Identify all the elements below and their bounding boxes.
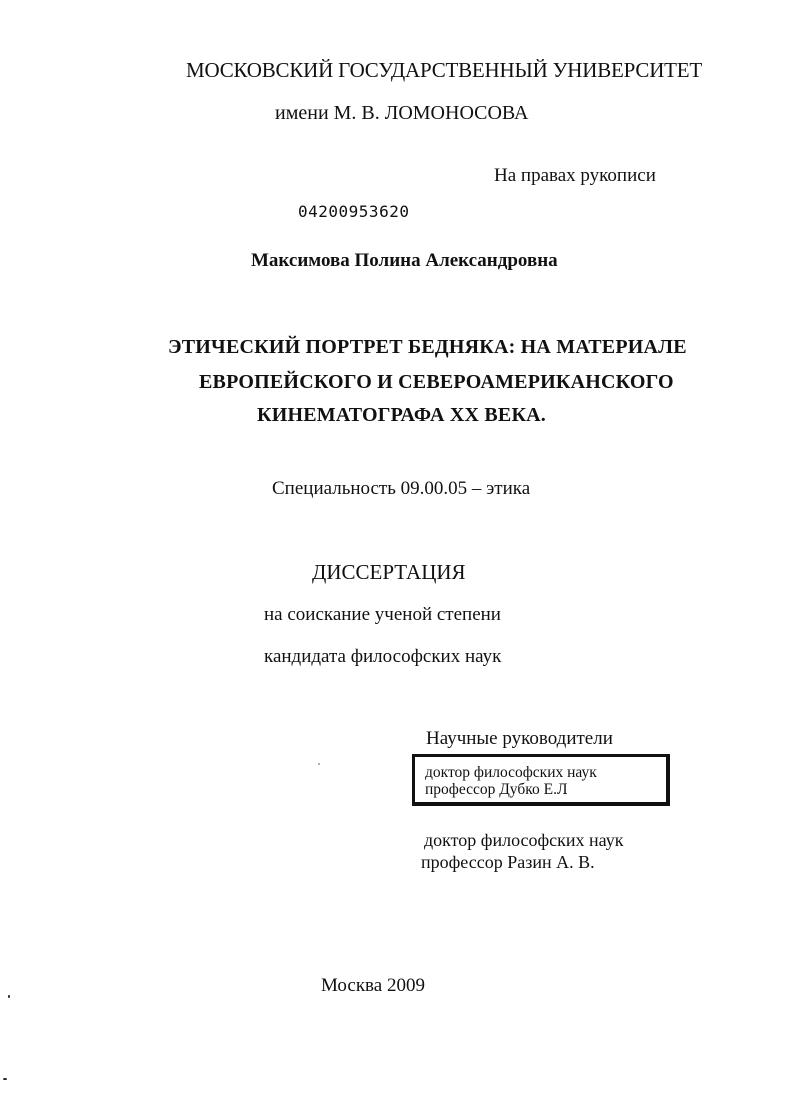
author-name: Максимова Полина Александровна: [251, 250, 558, 271]
dissertation-title-line-1: ЭТИЧЕСКИЙ ПОРТРЕТ БЕДНЯКА: НА МАТЕРИАЛЕ: [168, 336, 687, 358]
manuscript-rights-label: На правах рукописи: [494, 165, 656, 186]
dissertation-title-line-2: ЕВРОПЕЙСКОГО И СЕВЕРОАМЕРИКАНСКОГО: [199, 371, 674, 393]
university-name: МОСКОВСКИЙ ГОСУДАРСТВЕННЫЙ УНИВЕРСИТЕТ: [186, 58, 703, 82]
first-advisor-box: [412, 754, 670, 806]
advisors-heading: Научные руководители: [426, 728, 613, 749]
scan-speck: [8, 995, 10, 998]
second-advisor-degree: доктор философских наук: [424, 830, 624, 850]
dissertation-label: ДИССЕРТАЦИЯ: [312, 560, 466, 584]
city-and-year: Москва 2009: [321, 975, 425, 996]
scan-speck: [3, 1078, 7, 1080]
degree-line-2: кандидата философских наук: [264, 646, 502, 667]
degree-line-1: на соискание ученой степени: [264, 604, 501, 625]
second-advisor-name: профессор Разин А. В.: [421, 852, 595, 872]
archive-number: 04200953620: [298, 202, 410, 221]
scan-speck: [318, 763, 320, 765]
first-advisor-degree: доктор философских наук: [425, 764, 597, 781]
first-advisor-name: профессор Дубко Е.Л: [425, 781, 568, 798]
university-named-after: имени М. В. ЛОМОНОСОВА: [275, 102, 529, 124]
dissertation-title-line-3: КИНЕМАТОГРАФА XX ВЕКА.: [257, 404, 546, 426]
specialty-line: Специальность 09.00.05 – этика: [272, 478, 531, 499]
